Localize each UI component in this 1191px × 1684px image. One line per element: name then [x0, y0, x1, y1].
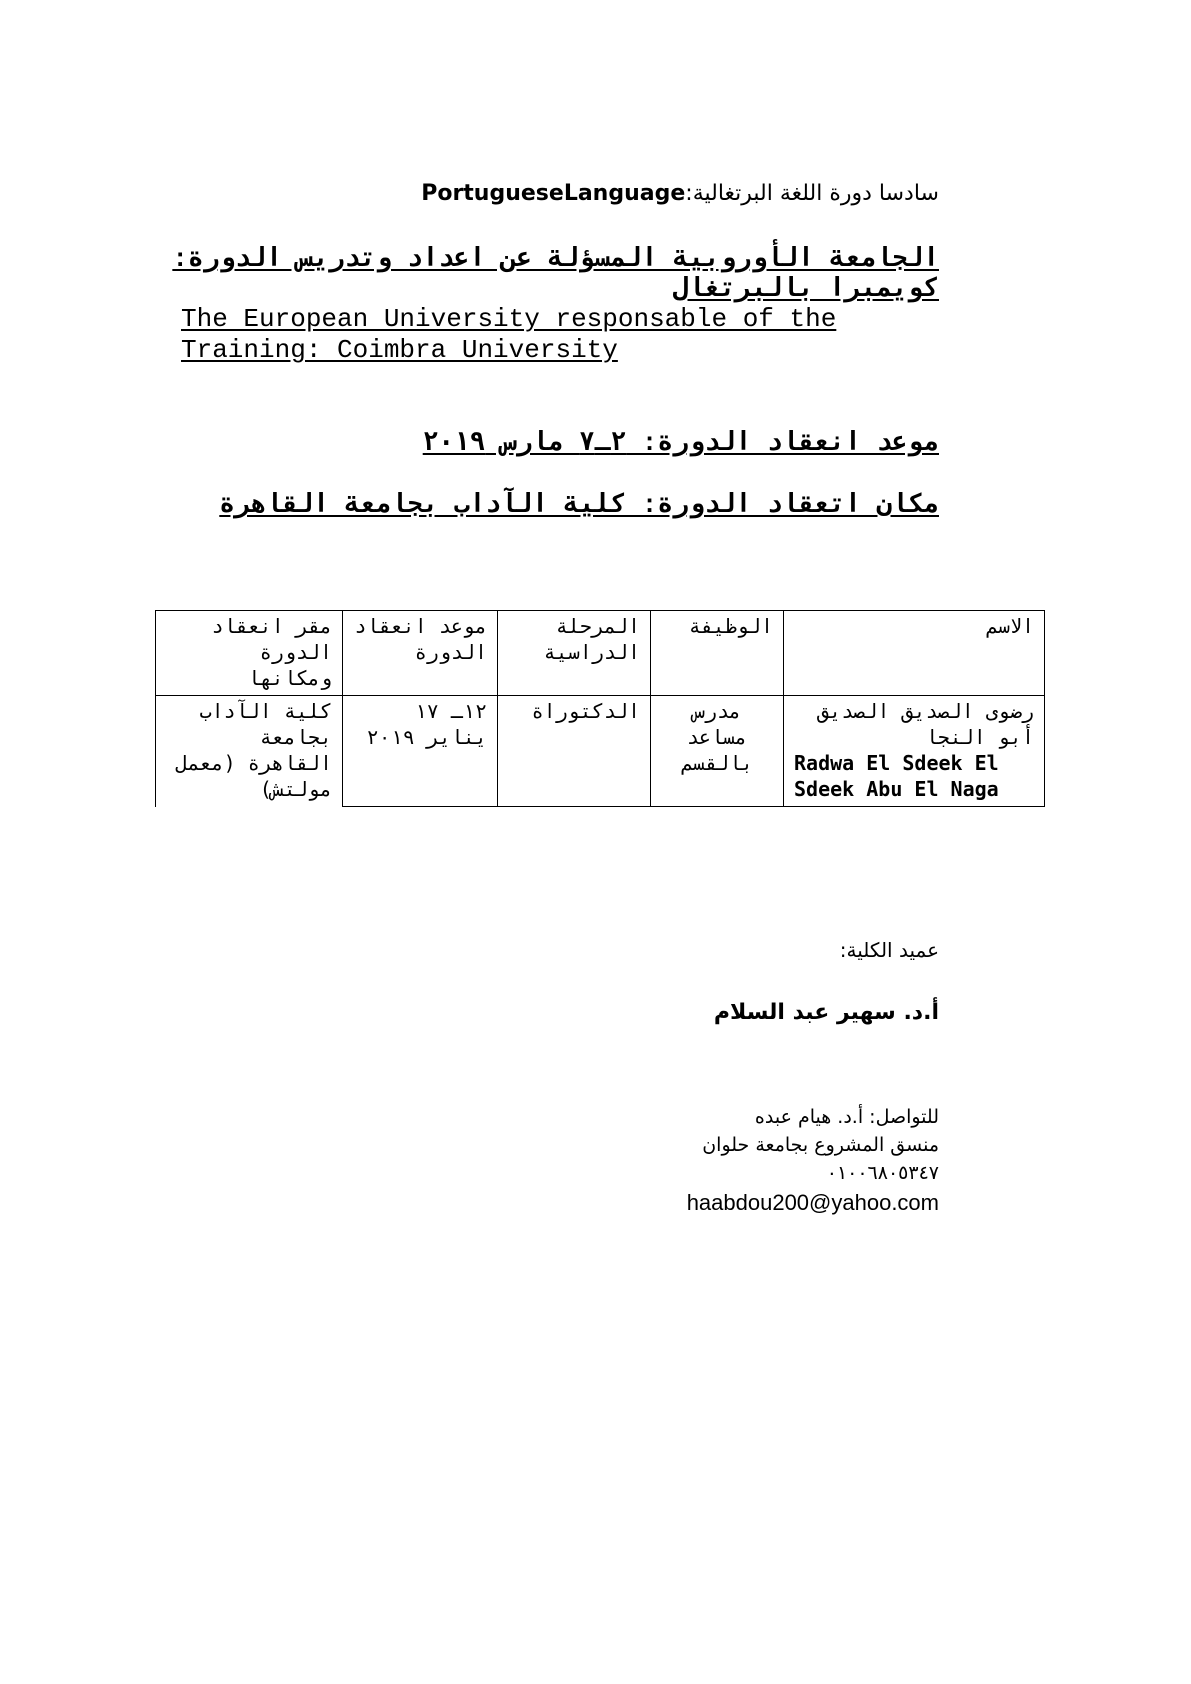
header-place: مقر انعقاد الدورة ومكانها [156, 611, 343, 696]
header-name: الاسم [784, 611, 1045, 696]
table-row [156, 696, 1045, 807]
course-place: مكان اتعقاد الدورة: كلية الآداب بجامعة القاهرة [219, 490, 939, 520]
cell-name-arabic: رضوى الصديق الصديق أبو النجا [817, 699, 1034, 749]
contact-person: للتواصل: أ.د. هيام عبده [754, 1106, 939, 1128]
cell-place: كلية الآداب بجامعة القاهرة (معمل مولتش) [156, 696, 343, 807]
table-header-row [156, 611, 1045, 696]
participants-table [155, 610, 1045, 807]
course-title [421, 181, 939, 206]
contact-email[interactable]: haabdou200@yahoo.com [686, 1190, 939, 1215]
university-line-english-2: Training: Coimbra University [181, 335, 618, 365]
university-line-arabic-2: كويمبرا بالبرتغال [672, 274, 939, 304]
contact-phone: ٠١٠٠٦٨٠٥٣٤٧ [826, 1162, 939, 1184]
header-stage: المرحلة الدراسية [498, 611, 651, 696]
course-title-latin: PortugueseLanguage [421, 181, 686, 206]
contact-role: منسق المشروع بجامعة حلوان [702, 1134, 939, 1156]
dean-name: أ.د. سهير عبد السلام [713, 1000, 939, 1025]
contact-block [687, 1103, 939, 1219]
cell-name-english: Radwa El Sdeek El Sdeek Abu El Naga [794, 751, 999, 801]
university-line-english-1: The European University responsable of the [181, 304, 837, 334]
course-date: موعد انعقاد الدورة: ٢ـ٧ مارس ٢٠١٩ [422, 428, 939, 458]
cell-stage: الدكتوراة [498, 696, 651, 807]
dean-label: عميد الكلية: [839, 938, 939, 962]
cell-name [784, 696, 1045, 807]
header-date: موعد انعقاد الدورة [343, 611, 498, 696]
university-heading-arabic [109, 244, 939, 304]
cell-date: ١٢ـ ١٧ يناير ٢٠١٩ [343, 696, 498, 807]
cell-job: مدرس مساعد بالقسم [651, 696, 784, 807]
header-job: الوظيفة [651, 611, 784, 696]
course-title-arabic: سادسا دورة اللغة البرتغالية: [685, 181, 939, 206]
university-heading-english [181, 304, 836, 366]
university-line-arabic-1: الجامعة الأوروبية المسؤلة عن اعداد وتدريس الدورة: [172, 244, 939, 274]
